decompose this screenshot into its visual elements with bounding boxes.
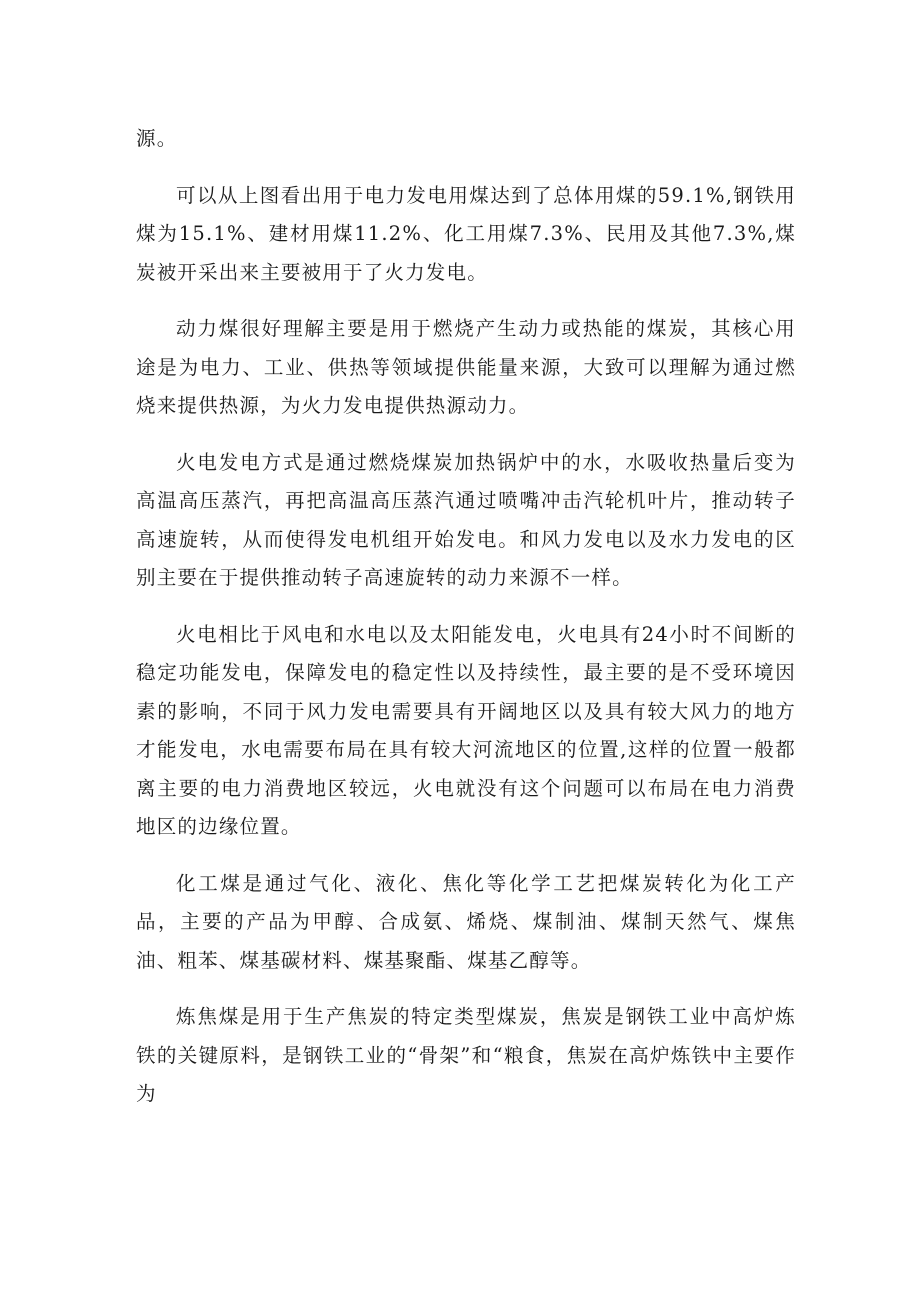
paragraph-thermal-power-advantages: 火电相比于风电和水电以及太阳能发电，火电具有24小时不间断的稳定功能发电，保障发电的稳定性以及持续性，最主要的是不受环境因素的影响，不同于风力发电需要具有开阔地区以及具有较大风力的地方才能发电，水电需要布局在具有较大河流地区的位置,这样的位置一般都离主要的电力消费地区较远，火电就没有这个问题可以布局在电力消费地区的边缘位置。 (136, 622, 796, 838)
paragraph-thermal-coal: 动力煤很好理解主要是用于燃烧产生动力或热能的煤炭，其核心用途是为电力、工业、供热等领域提供能量来源，大致可以理解为通过燃烧来提供热源，为火力发电提供热源动力。 (136, 317, 796, 417)
paragraph-continuation: 源。 (136, 127, 178, 150)
paragraph-coking-coal: 炼焦煤是用于生产焦炭的特定类型煤炭，焦炭是钢铁工业中高炉炼铁的关键原料，是钢铁工业的“骨架”和“粮食，焦炭在高炉炼铁中主要作为 (136, 1005, 796, 1105)
paragraph-thermal-power-method: 火电发电方式是通过燃烧煤炭加热锅炉中的水，水吸收热量后变为高温高压蒸汽，再把高温高压蒸汽通过喷嘴冲击汽轮机叶片，推动转子高速旋转，从而使得发电机组开始发电。和风力发电以及水力发电的区别主要在于提供推动转子高速旋转的动力来源不一样。 (136, 450, 796, 589)
paragraph-chemical-coal: 化工煤是通过气化、液化、焦化等化学工艺把煤炭转化为化工产品，主要的产品为甲醇、合成氨、烯烧、煤制油、煤制天然气、煤焦油、粗苯、煤基碳材料、煤基聚酯、煤基乙醇等。 (136, 871, 796, 972)
paragraph-coal-usage-share: 可以从上图看出用于电力发电用煤达到了总体用煤的59.1%,钢铁用煤为15.1%、建材用煤11.2%、化工用煤7.3%、民用及其他7.3%,煤炭被开采出来主要被用于了火力发电。 (136, 183, 796, 284)
document-body (136, 120, 796, 1132)
